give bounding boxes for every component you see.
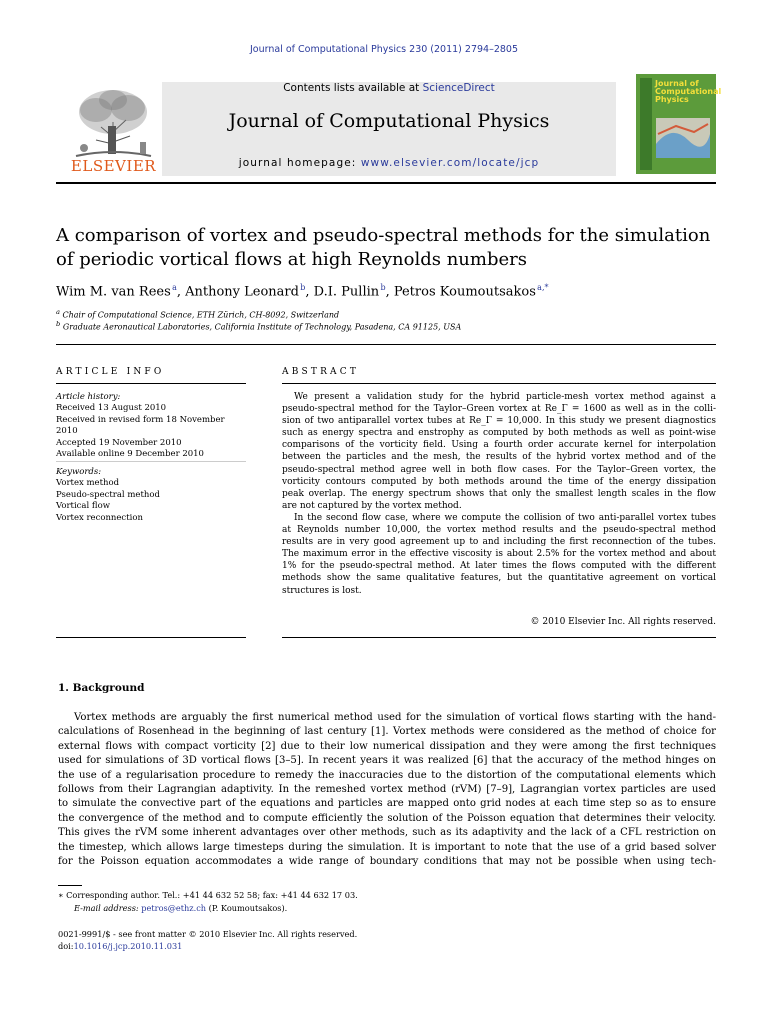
history-item: Received in revised form 18 November 2010 bbox=[56, 414, 225, 437]
section-heading: 1. Background bbox=[58, 682, 145, 694]
contents-line bbox=[162, 82, 616, 94]
history-label: Article history: bbox=[56, 392, 121, 402]
abstract-line: comparisons of the vorticity field. Using a fourth order accurate kernel for interpolation bbox=[282, 440, 716, 451]
body-line: Vortex methods are arguably the first numerical method used for the simulation of vortical flows starting with the hand- bbox=[74, 712, 716, 723]
abstract-line: peak overlap. The energy spectrum shows that only the smallest length scales in the flow bbox=[282, 488, 716, 499]
affiliation-b bbox=[56, 320, 716, 332]
body-line: the timestep, which allows large timesteps during the simulation. It is important to note that the use of a grid based solver bbox=[58, 841, 716, 853]
abstract-line: vorticity contours computed by both methods around the time of the energy dissipation bbox=[282, 476, 716, 487]
author-name: D.I. Pullin bbox=[313, 284, 380, 300]
sciencedirect-link[interactable]: ScienceDirect bbox=[422, 82, 495, 94]
copyright-notice: © 2010 Elsevier Inc. All rights reserved. bbox=[530, 617, 716, 627]
article-history bbox=[56, 392, 246, 460]
abstract-bottom-divider bbox=[282, 637, 716, 638]
article-title-line: of periodic vortical flows at high Reynolds numbers bbox=[56, 249, 527, 270]
affiliation-mark: b bbox=[56, 320, 61, 328]
abstract-line: 1% for the pseudo-spectral method. At later times the flows computed with the different bbox=[282, 561, 716, 572]
author-name: Petros Koumoutsakos bbox=[393, 284, 536, 300]
keywords-label: Keywords: bbox=[56, 467, 102, 477]
body-line: for the Poisson equation accommodates a wide range of boundary conditions that may not be possible when using tech- bbox=[58, 856, 716, 868]
affiliation-text: Chair of Computational Science, ETH Zürich, CH-8092, Switzerland bbox=[62, 310, 340, 320]
body-line: external flows with compact vorticity [2] due to their low numerical dissipation and they were among the first techniques bbox=[58, 740, 716, 752]
abstract-line: pseudo-spectral method for the Taylor–Green vortex at Re_Γ = 1600 as well as in the colli- bbox=[282, 404, 716, 415]
body-line: the convergence of the method and to compute efficiently the solution of the Poisson equation that determines their velocity. bbox=[58, 812, 716, 824]
doi-prefix: doi: bbox=[58, 941, 74, 951]
cover-title bbox=[655, 79, 722, 104]
body-line: This gives the rVM some inherent advantages over other methods, such as its adaptivity and the lack of a CFL restriction on bbox=[58, 827, 716, 839]
author-affiliation-mark[interactable]: a,* bbox=[537, 283, 549, 292]
journal-title: Journal of Computational Physics bbox=[228, 110, 550, 132]
article-info-heading: ARTICLE INFO bbox=[56, 367, 165, 377]
email-suffix: (P. Koumoutsakos). bbox=[206, 902, 288, 913]
affiliation-text: Graduate Aeronautical Laboratories, California Institute of Technology, Pasadena, CA 91125, USA bbox=[62, 322, 462, 332]
affiliation-mark: a bbox=[56, 308, 60, 316]
abstract-body bbox=[282, 391, 716, 597]
abstract-line: The maximum error in the effective viscosity is about 2.5% for the vortex method and about bbox=[282, 549, 716, 560]
abstract-line: are not captured by the vortex method. bbox=[282, 500, 462, 511]
info-divider bbox=[56, 383, 246, 384]
body-line: follows from their Lagrangian adaptivity. In the remeshed vortex method (rVM) [7–9], Lagrangian vortex particles are used bbox=[58, 784, 716, 796]
abstract-line: structures is lost. bbox=[282, 585, 362, 596]
keyword-item: Pseudo-spectral method bbox=[56, 489, 160, 500]
article-title bbox=[56, 224, 726, 272]
journal-homepage bbox=[162, 157, 616, 169]
author-list: Wim M. van Rees $^a$, Anthony Leonard $^b$, D.I. Pullin $^b$, Petros Koumoutsakos $^{a,*}$ bbox=[56, 283, 549, 300]
abstract-line: such as energy spectra and enstrophy as computed by both methods as well as point-wise bbox=[282, 428, 716, 439]
info-bottom-divider bbox=[56, 637, 246, 638]
body-line: the use of a regularisation procedure to remedy the inaccuracies due to the distortion of the computational elements which bbox=[58, 769, 716, 781]
affiliation-a bbox=[56, 308, 716, 320]
history-item: Accepted 19 November 2010 bbox=[56, 437, 182, 448]
authors-divider bbox=[56, 344, 716, 345]
elsevier-publisher-name: ELSEVIER bbox=[70, 157, 157, 175]
history-item: Available online 9 December 2010 bbox=[56, 449, 204, 460]
cover-title-line: Journal of bbox=[655, 79, 699, 88]
contents-prefix: Contents lists available at bbox=[283, 82, 423, 94]
doi-line bbox=[58, 940, 716, 952]
article-title-line: A comparison of vortex and pseudo-spectral methods for the simulation bbox=[56, 225, 711, 246]
body-paragraph bbox=[58, 711, 716, 869]
author-affiliation-mark[interactable]: b bbox=[380, 283, 386, 292]
email-note bbox=[58, 902, 716, 915]
author-name: Anthony Leonard bbox=[185, 284, 299, 300]
author-affiliation-mark[interactable]: b bbox=[300, 283, 306, 292]
keywords bbox=[56, 467, 246, 524]
cover-title-line: Computational bbox=[655, 87, 722, 96]
keyword-item: Vortex reconnection bbox=[56, 512, 143, 523]
cover-title-line: Physics bbox=[655, 95, 689, 104]
abstract-line: methods show the same qualitative features, but the quantitative agreement on vortical bbox=[282, 573, 716, 584]
issn-line: 0021-9991/$ - see front matter © 2010 Elsevier Inc. All rights reserved. bbox=[58, 929, 358, 939]
footnotes bbox=[58, 889, 716, 914]
abstract-heading: ABSTRACT bbox=[282, 367, 360, 377]
abstract-line: sion of two antiparallel vortex tubes at Re_Γ = 10,000. In this study we present diagnostics bbox=[282, 416, 716, 427]
body-line: to simulate the convective part of the equations and particles are mapped onto grid nodes at each time step so as to ensure bbox=[58, 798, 716, 810]
author-affiliation-mark[interactable]: a bbox=[172, 283, 177, 292]
doi-link[interactable]: 10.1016/j.jcp.2010.11.031 bbox=[73, 941, 183, 951]
abstract-divider bbox=[282, 383, 716, 384]
author-name: Wim M. van Rees bbox=[56, 284, 171, 300]
body-line: calculations of Rosenhead in the beginning of last century [1]. Vortex methods were considered as the method of choice for bbox=[58, 726, 716, 738]
abstract-line: We present a validation study for the hybrid particle-mesh vortex method against a bbox=[294, 392, 716, 402]
email-label: E-mail address: bbox=[74, 902, 142, 913]
abstract-line: results are in very good agreement up to and including the first reconnection of the tubes. bbox=[282, 537, 716, 548]
email-link[interactable]: petros@ethz.ch bbox=[141, 902, 207, 913]
homepage-link[interactable]: www.elsevier.com/locate/jcp bbox=[360, 157, 540, 169]
keyword-item: Vortex method bbox=[56, 478, 120, 489]
abstract-line: between the particles and the mesh, the results of the hybrid vortex method and of the bbox=[282, 452, 716, 463]
issn-block bbox=[58, 928, 716, 952]
abstract-line: at Reynolds number 10,000, the vortex method results and the pseudo-spectral method bbox=[282, 525, 716, 536]
corresponding-author-note: ∗ Corresponding author. Tel.: +41 44 632 52 58; fax: +41 44 632 17 03. bbox=[58, 890, 358, 900]
journal-citation-link[interactable]: Journal of Computational Physics 230 (2011) 2794–2805 bbox=[249, 44, 519, 55]
info-inner-divider bbox=[56, 461, 246, 462]
body-line: used for simulations of 3D vortical flows [3–5]. In recent years it was realized [6] that the accuracy of the method hinges on bbox=[58, 755, 716, 767]
abstract-line: pseudo-spectral method agree well in both flow cases. For the Taylor–Green vortex, the bbox=[282, 464, 716, 475]
abstract-line: In the second flow case, where we compute the collision of two anti-parallel vortex tubes bbox=[294, 512, 716, 523]
footnote-divider bbox=[58, 885, 82, 886]
homepage-prefix: journal homepage: bbox=[238, 157, 361, 169]
header-divider bbox=[56, 182, 716, 184]
keyword-item: Vortical flow bbox=[56, 501, 110, 512]
history-item: Received 13 August 2010 bbox=[56, 403, 167, 414]
